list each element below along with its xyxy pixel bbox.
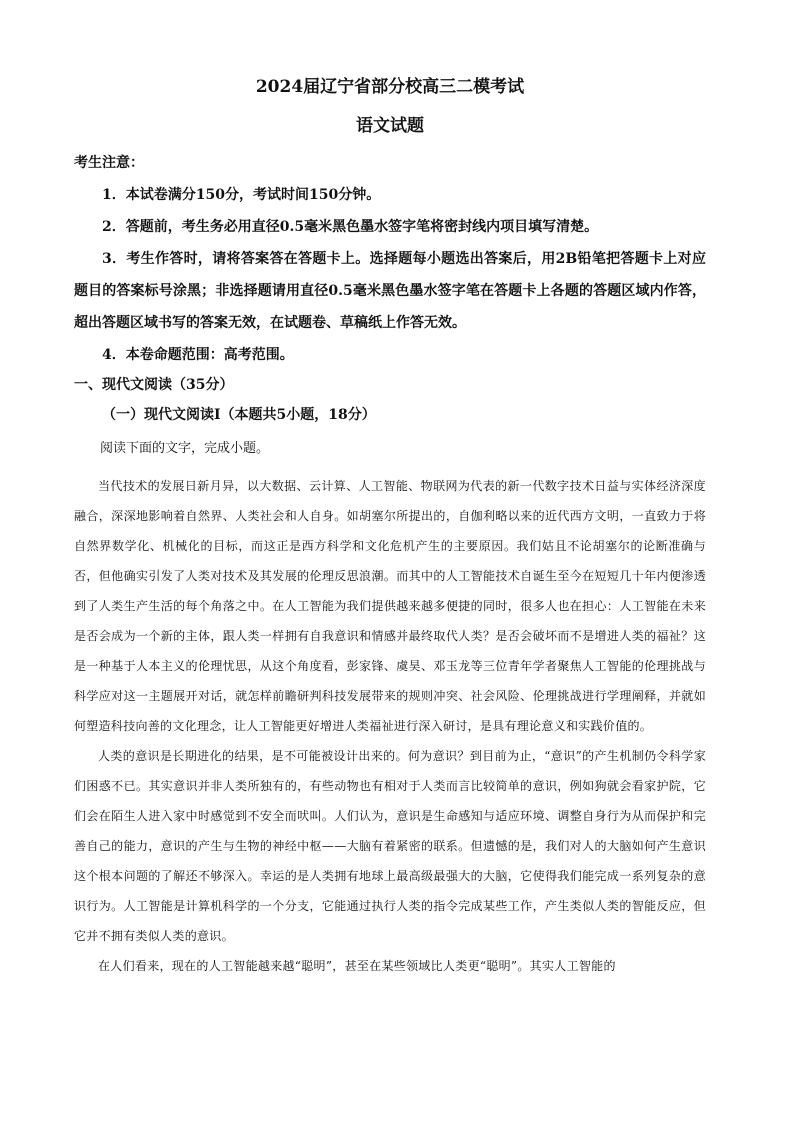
notice-heading: 考生注意： (74, 155, 144, 171)
passage-paragraph-3: 在人们看来，现在的人工智能越来越“聪明”，甚至在某些领域比人类更“聪明”。其实人工智能的 (98, 959, 616, 973)
notice-item-4: 4．本卷命题范围：高考范围。 (102, 347, 294, 363)
section-heading: 一、现代文阅读（35分） (74, 377, 234, 393)
notice-item-1: 1．本试卷满分150分，考试时间150分钟。 (102, 187, 381, 203)
subsection-heading: （一）现代文阅读Ⅰ（本题共5小题，18分） (102, 407, 376, 423)
exam-subtitle: 语文试题 (356, 116, 424, 136)
passage-paragraph-2: 人类的意识是长期进化的结果，是不可能被设计出来的。何为意识？到目前为止，“意识”的产生机制仍令科学家们困惑不已。其实意识并非人类所独有的，有些动物也有相对于人类而言比较简单的意识，例如狗就会看家护院，它们会在陌生人进入家中时感觉到不安全而吠叫。人们认为，意识是生命感知与适应环境、调整自身行为从而保护和完善自己的能力，意识的产生与生物的神经中枢——大脑有着紧密的联系。但遗憾的是，我们对人的大脑如何产生意识这个根本问题的了解还不够深入。幸运的是人类拥有地球上最高级最强大的大脑，它使得我们能完成一系列复杂的意识行为。人工智能是计算机科学的一个分支，它能通过执行人类的指令完成某些工作，产生类似人类的智能反应，但它并不拥有类似人类的意识。 (74, 749, 706, 943)
reading-instruction: 阅读下面的文字，完成小题。 (100, 441, 270, 456)
notice-item-3: 3．考生作答时，请将答案答在答题卡上。选择题每小题选出答案后，用2B铅笔把答题卡上对应题目的答案标号涂黑；非选择题请用直径0.5毫米黑色墨水签字笔在答题卡上各题的答题区域内作答，超出答题区域书写的答案无效，在试题卷、草稿纸上作答无效。 (74, 251, 706, 331)
notice-item-2: 2．答题前，考生务必用直径0.5毫米黑色墨水签字笔将密封线内项目填写清楚。 (102, 219, 599, 235)
exam-title: 2024届辽宁省部分校高三二模考试 (255, 77, 525, 97)
passage-paragraph-1: 当代技术的发展日新月异，以大数据、云计算、人工智能、物联网为代表的新一代数字技术日益与实体经济深度融合，深深地影响着自然界、人类社会和人自身。如胡塞尔所提出的，自伽利略以来的近代西方文明，一直致力于将自然界数学化、机械化的目标，而这正是西方科学和文化危机产生的主要原因。我们姑且不论胡塞尔的论断准确与否，但他确实引发了人类对技术及其发展的伦理反思浪潮。而其中的人工智能技术自诞生至今在短短几十年内便渗透到了人类生产生活的每个角落之中。在人工智能为我们提供越来越多便捷的同时，很多人也在担心：人工智能在未来是否会成为一个新的主体，跟人类一样拥有自我意识和情感并最终取代人类？是否会破坏而不是增进人类的福祉？这是一种基于人本主义的伦理忧思，从这个角度看，彭家锋、虞昊、邓玉龙等三位青年学者聚焦人工智能的伦理挑战与科学应对这一主题展开对话，就怎样前瞻研判科技发展带来的规则冲突、社会风险、伦理挑战进行学理阐释，并就如何塑造科技向善的文化理念，让人工智能更好增进人类福祉进行深入研讨，是具有理论意义和实践价值的。 (74, 479, 706, 733)
